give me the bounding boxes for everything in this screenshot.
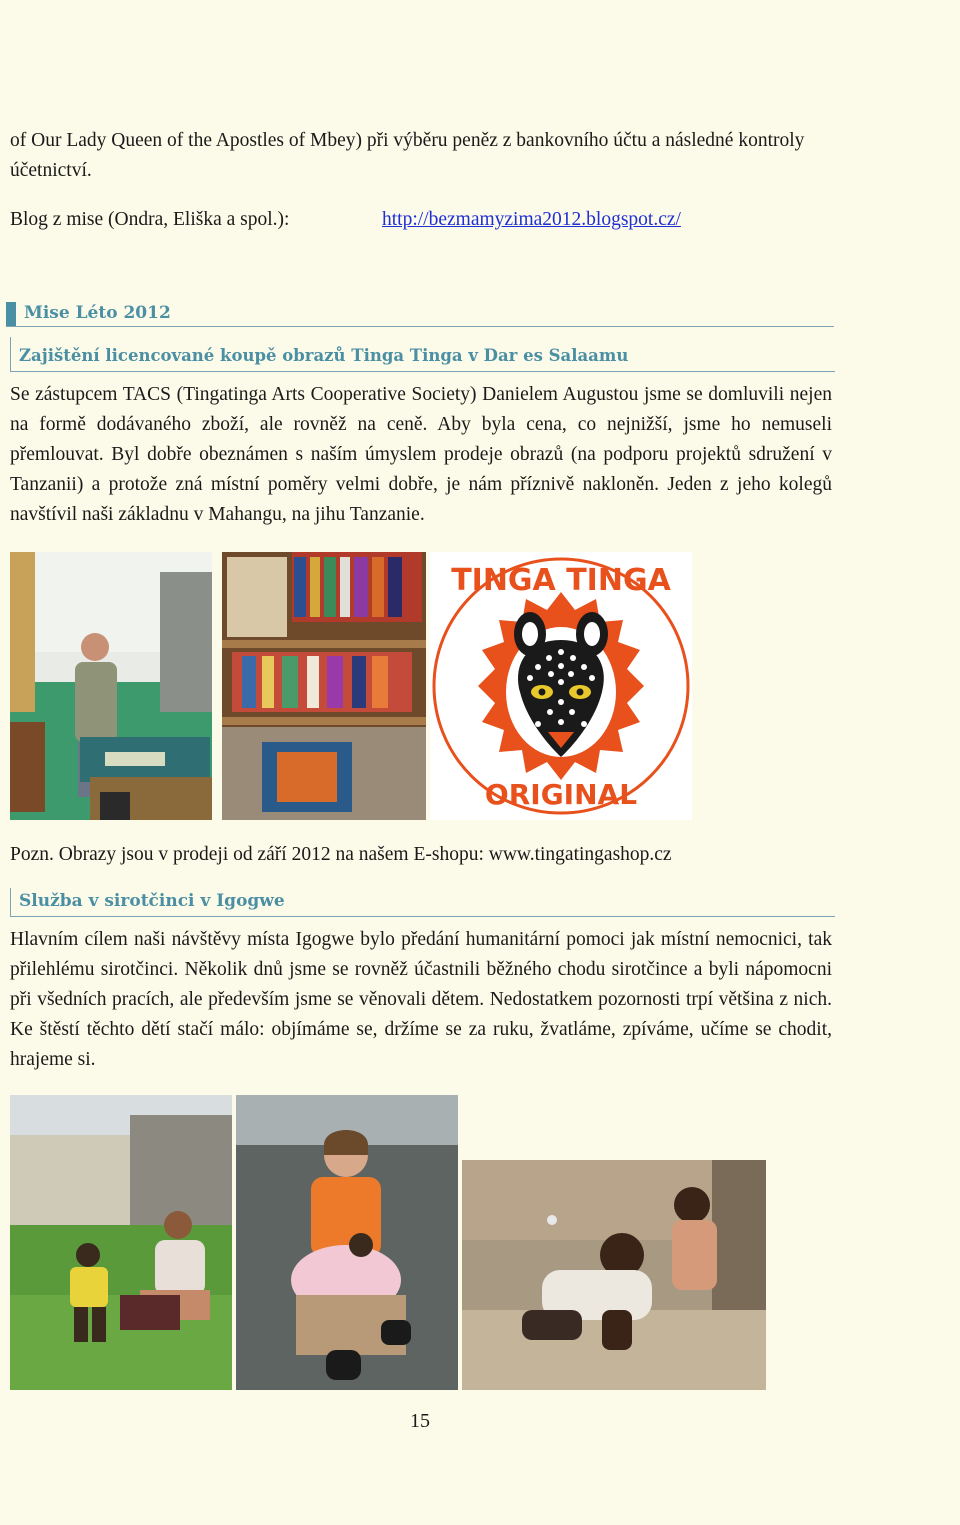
photo-crawling-children xyxy=(462,1160,766,1390)
photo-children-on-grass xyxy=(10,1095,232,1390)
page-number: 15 xyxy=(410,1410,430,1432)
logo-top-text: TINGA TINGA xyxy=(451,563,671,598)
eshop-note: Pozn. Obrazy jsou v prodeji od září 2012 na našem E-shopu: www.tingatingashop.cz xyxy=(10,844,672,865)
subsection-heading-orphanage xyxy=(10,888,835,917)
paragraph-orphanage: Hlavním cílem naši návštěvy místa Igogwe bylo předání humanitární pomoci jak místní nemocnici, tak přilehlému sirotčinci. Několik dnů jsme se rovněž účastnili běžného chodu sirotčince a byli nápomocni při všedních pracích, ale především jsme se věnovali dětem. Nedostatkem pozornosti trpí většina z nich. Ke štěstí těchto dětí stačí málo: objímáme se, držíme se za ruku, žvatláme, zpíváme, učíme se chodit, hrajeme si. xyxy=(10,929,832,1070)
logo-bottom-text: ORIGINAL xyxy=(484,778,638,811)
photo-painting-shelves xyxy=(222,552,426,820)
heading-accent-bar xyxy=(6,302,16,326)
intro-paragraph: of Our Lady Queen of the Apostles of Mbey) při výběru peněz z bankovního účtu a následné kontroly účetnictví. xyxy=(10,130,805,181)
section-heading xyxy=(6,302,834,327)
paragraph-tinga: Se zástupcem TACS (Tingatinga Arts Cooperative Society) Danielem Augustou jsme se domluvili nejen na formě dodávaného zboží, ale rovněž na ceně. Aby byla cena, co nejnižší, jsme ho nemuseli přemlouvat. Byl dobře obeznámen s naším úmyslem prodeje obrazů (na podporu projektů sdružení v Tanzanii) a protože zná místní poměry velmi dobře, je nám příznivě nakloněn. Jeden z jeho kolegů navštívil naši základnu v Mahangu, na jihu Tanzanie. xyxy=(10,384,832,525)
tinga-tinga-logo xyxy=(430,552,692,820)
blog-link[interactable]: http://bezmamyzima2012.blogspot.cz/ xyxy=(382,209,681,230)
photo-man-painting xyxy=(10,552,212,820)
subsection-title-tinga: Zajištění licencované koupě obrazů Tinga Tinga v Dar es Salaamu xyxy=(19,346,629,365)
photo-woman-with-baby xyxy=(236,1095,458,1390)
subsection-title-orphanage: Služba v sirotčinci v Igogwe xyxy=(19,891,285,911)
subsection-heading-tinga xyxy=(10,337,835,372)
blog-label: Blog z mise (Ondra, Eliška a spol.): xyxy=(10,209,290,230)
section-title: Mise Léto 2012 xyxy=(24,303,171,323)
